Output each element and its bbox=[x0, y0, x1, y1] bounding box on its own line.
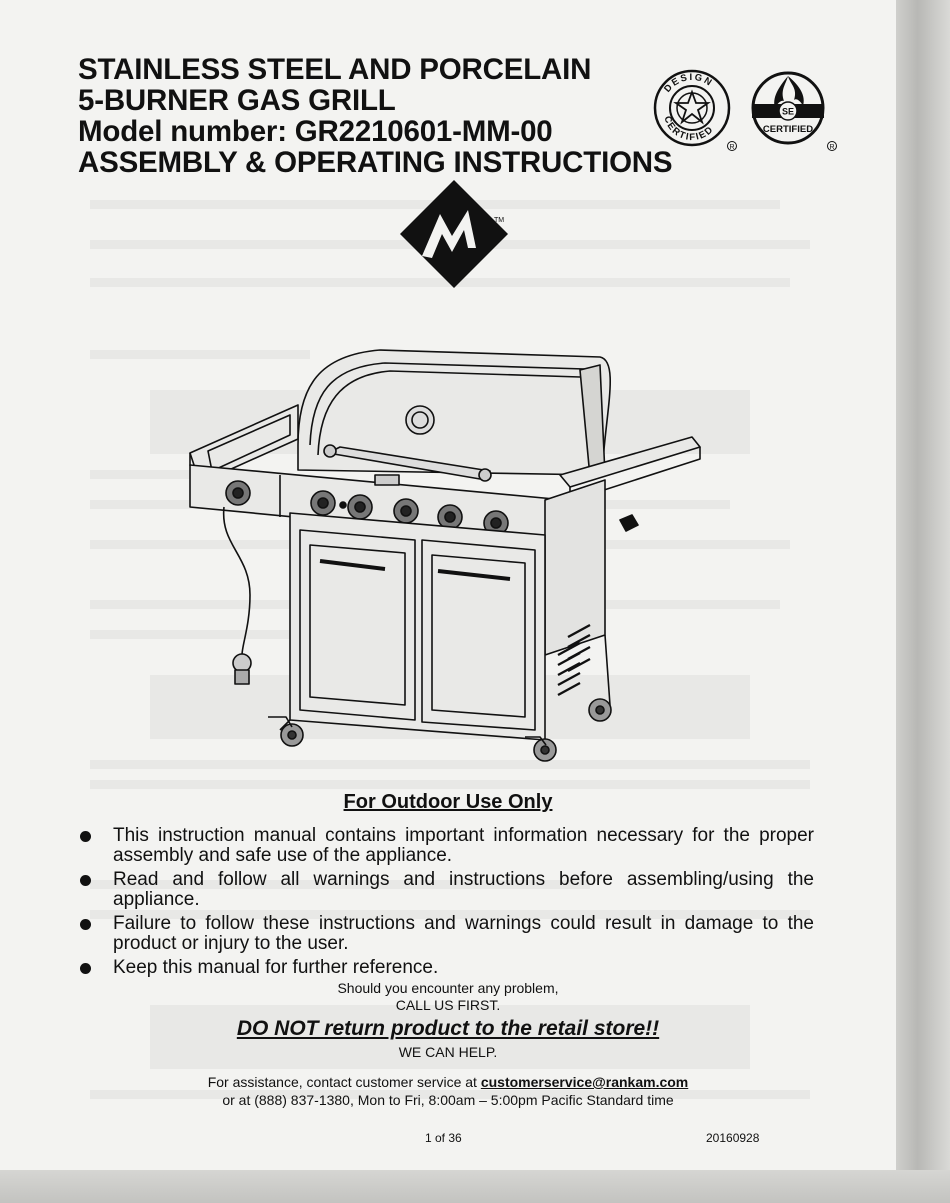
model-number: Model number: GR2210601-MM-00 bbox=[78, 115, 553, 148]
svg-text:DESIGN: DESIGN bbox=[662, 71, 716, 95]
outdoor-use-notice: For Outdoor Use Only bbox=[343, 791, 553, 813]
encounter-problem-text: Should you encounter any problem, CALL US FIRST. bbox=[337, 980, 559, 1013]
list-item: Keep this manual for further reference. bbox=[80, 958, 814, 978]
title-line-1: STAINLESS STEEL AND PORCELAIN bbox=[78, 53, 592, 86]
list-item: Failure to follow these instructions and warnings could result in damage to the product or injury to the user. bbox=[80, 914, 814, 954]
svg-text:R: R bbox=[829, 144, 835, 151]
support-email-link[interactable]: customerservice@rankam.com bbox=[480, 1074, 689, 1090]
gas-grill-illustration bbox=[180, 325, 720, 770]
title-line-2: 5-BURNER GAS GRILL bbox=[78, 84, 396, 117]
do-not-return-warning: DO NOT return product to the retail store!! bbox=[236, 1017, 660, 1040]
document-title bbox=[78, 54, 672, 178]
trademark-label: TM bbox=[494, 217, 505, 224]
phone-hours: or at (888) 837-1380, Mon to Fri, 8:00am – 5:00pm Pacific Standard time bbox=[222, 1092, 674, 1108]
design-certified-seal-icon bbox=[652, 68, 738, 154]
brand-logo-icon bbox=[398, 178, 510, 290]
document-date: 20160928 bbox=[706, 1131, 760, 1145]
title-line-4: ASSEMBLY & OPERATING INSTRUCTIONS bbox=[78, 146, 673, 179]
csa-certified-label: CERTIFIED bbox=[762, 124, 814, 135]
list-item: Read and follow all warnings and instructions before assembling/using the appliance. bbox=[80, 870, 814, 910]
svg-text:R: R bbox=[729, 144, 735, 151]
page-edge-shadow bbox=[896, 0, 950, 1203]
customer-service-info: For assistance, contact customer service at customerservice@rankam.com or at (888) 837-1380, Mon to Fri, 8:00am – 5:00pm Pacific Standard time bbox=[0, 1073, 896, 1109]
list-item: This instruction manual contains important information necessary for the proper assembly and safe use of the appliance. bbox=[80, 826, 814, 866]
csa-certified-flame-icon bbox=[748, 70, 840, 154]
svg-text:SE: SE bbox=[781, 106, 795, 117]
we-can-help-text: WE CAN HELP. bbox=[398, 1044, 498, 1060]
page-bottom-edge bbox=[0, 1170, 950, 1203]
safety-bullet-list bbox=[80, 826, 814, 982]
page-number: 1 of 36 bbox=[425, 1131, 462, 1145]
svg-text:CERTIFIED: CERTIFIED bbox=[661, 114, 717, 144]
